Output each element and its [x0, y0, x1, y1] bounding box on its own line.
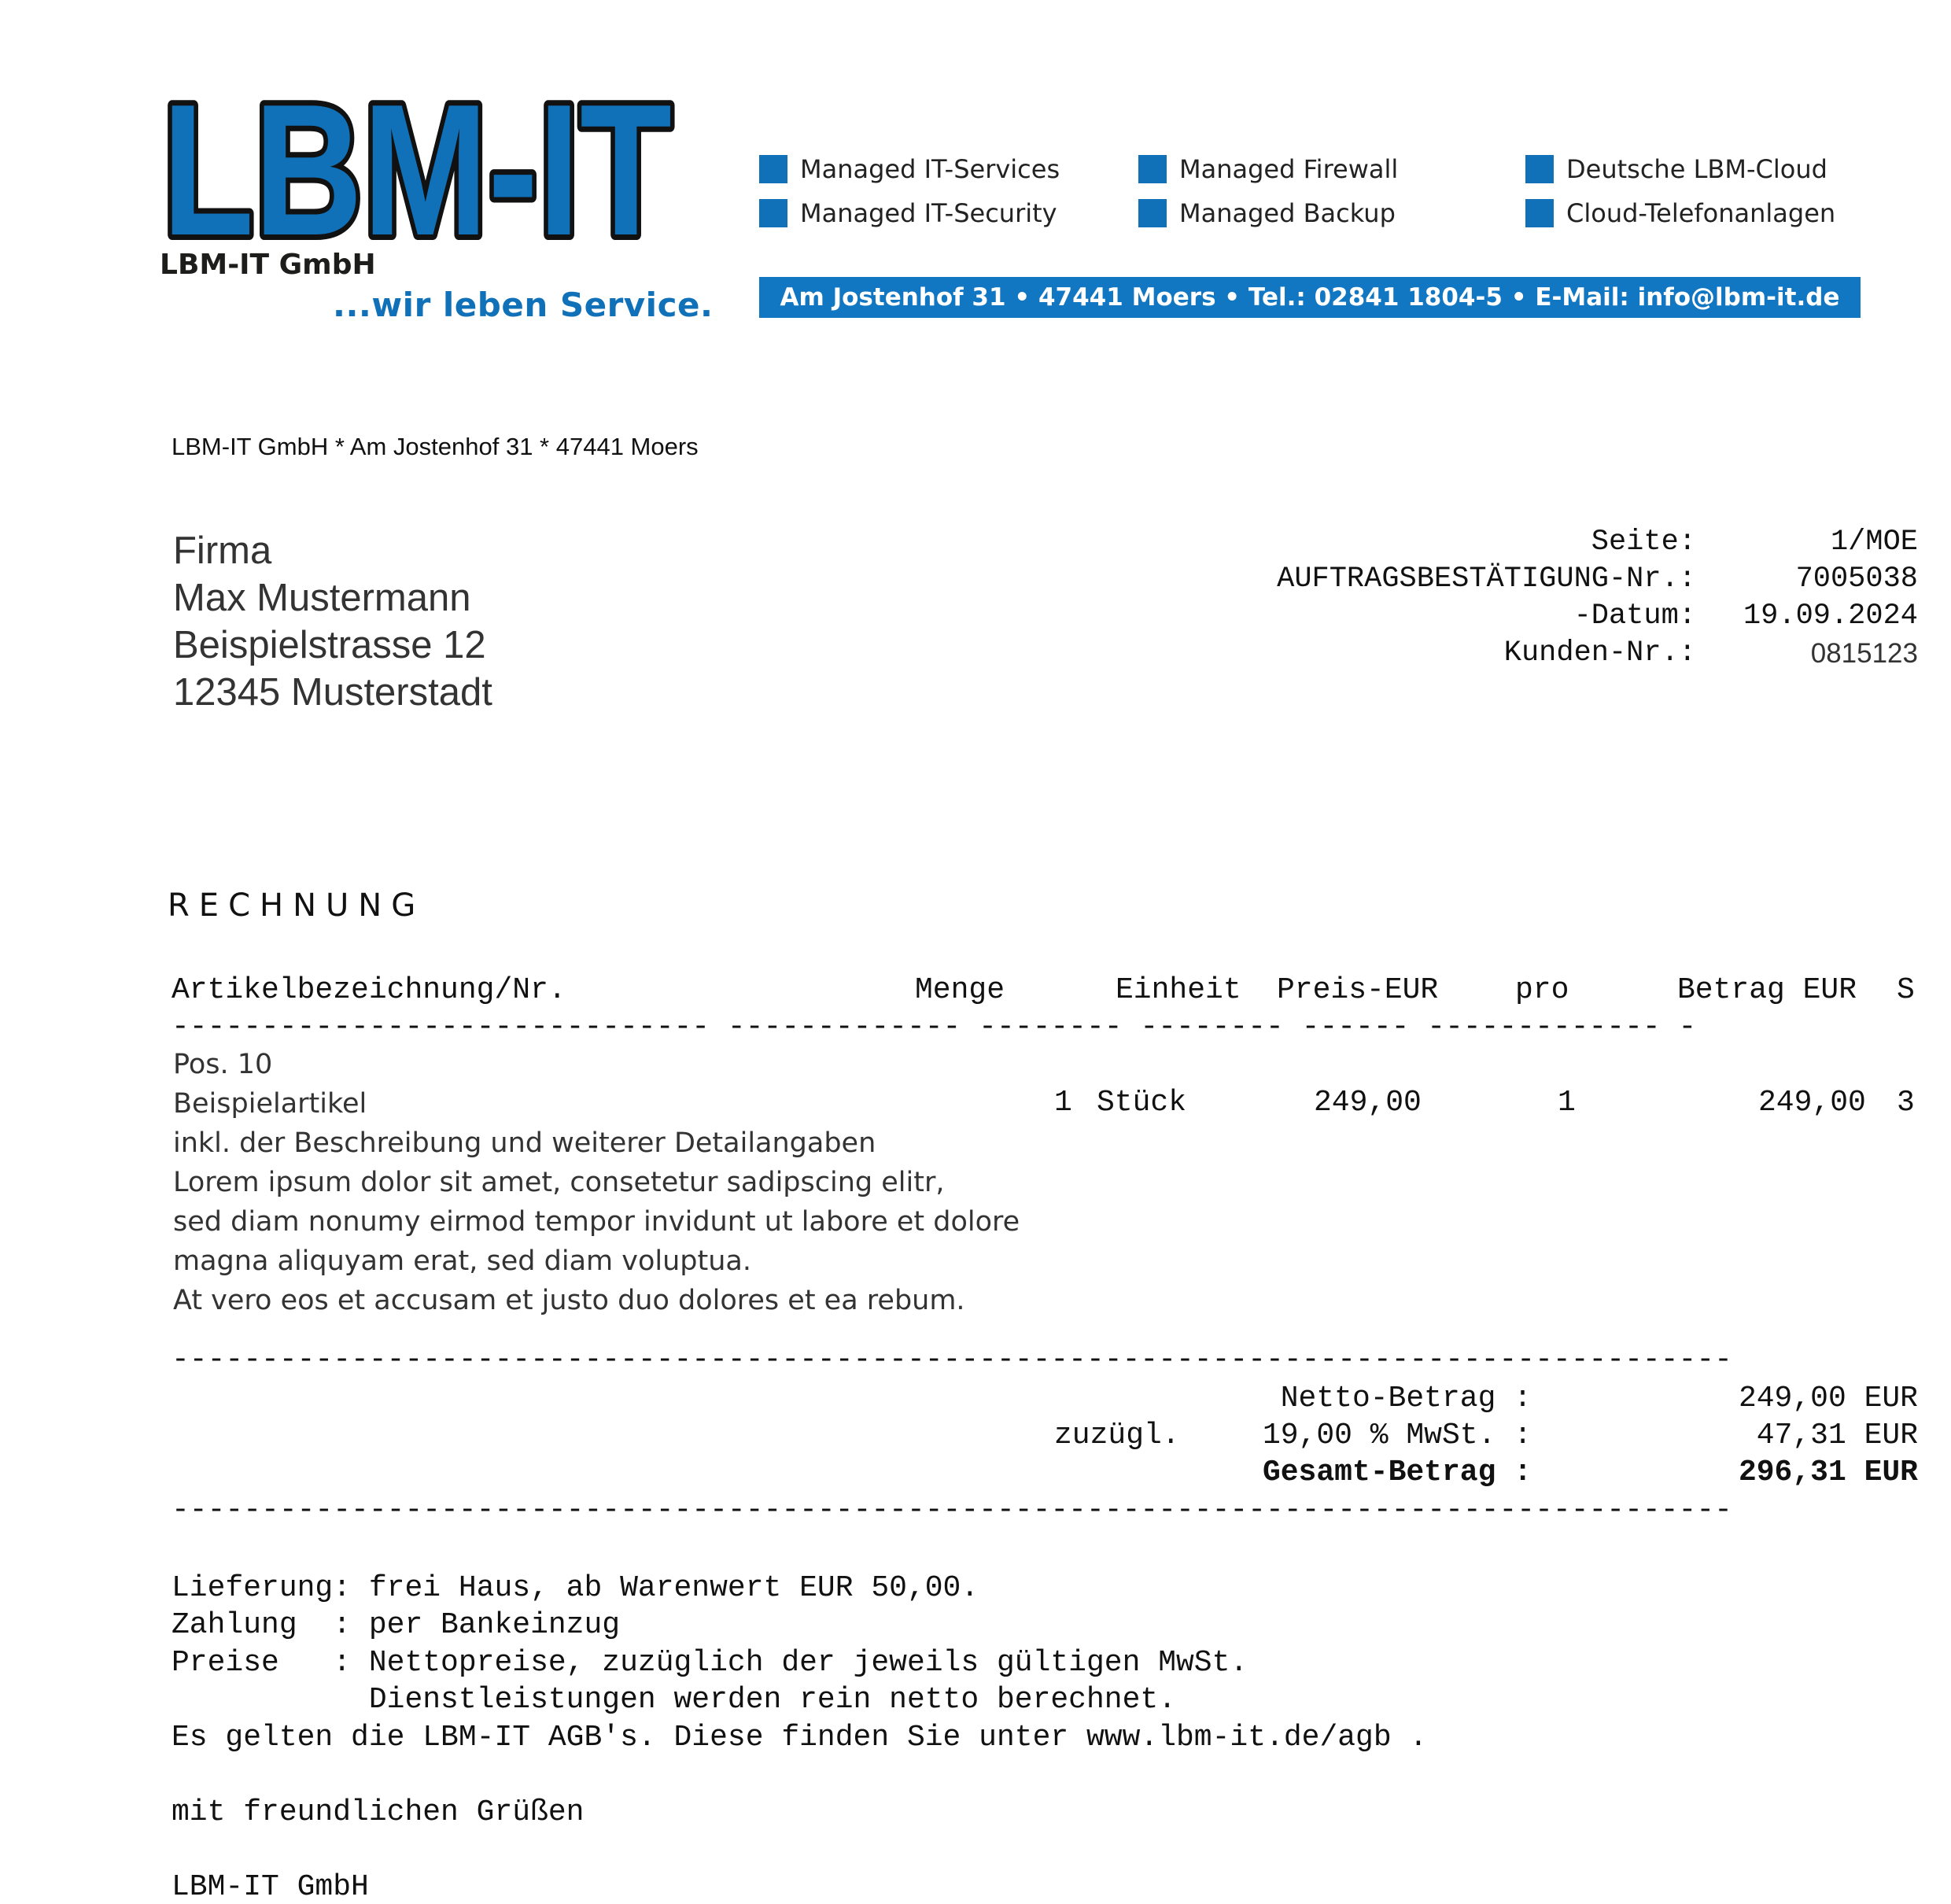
- item-position: Pos. 10: [173, 1049, 273, 1080]
- square-bullet-icon: [1138, 155, 1167, 183]
- item-per: 1: [1558, 1086, 1576, 1120]
- column-header-quantity: Menge: [915, 973, 1005, 1007]
- date-label: -Datum:: [1573, 600, 1696, 633]
- square-bullet-icon: [1525, 199, 1554, 227]
- totals-bottom-divider: ---------------------------------------------------------------------------------------: [171, 1493, 1732, 1527]
- customer-number-label: Kunden-Nr.:: [1503, 637, 1696, 670]
- closing-greeting: mit freundlichen Grüßen: [171, 1795, 585, 1829]
- item-description-line: inkl. der Beschreibung und weiterer Detailangaben: [173, 1127, 876, 1159]
- terms-delivery: Lieferung: frei Haus, ab Warenwert EUR 50,00.: [171, 1571, 979, 1605]
- terms-prices: Preise : Nettopreise, zuzüglich der jeweils gültigen MwSt.: [171, 1646, 1248, 1680]
- service-item: Managed IT-Security: [759, 198, 1057, 228]
- net-amount-value: 249,00 EUR: [1738, 1382, 1918, 1415]
- gross-amount-value: 296,31 EUR: [1738, 1456, 1918, 1489]
- document-title: RECHNUNG: [168, 887, 426, 924]
- slogan: ...wir leben Service.: [333, 286, 714, 324]
- recipient-street: Beispielstrasse 12: [173, 624, 486, 666]
- item-description-line: magna aliquyam erat, sed diam voluptua.: [173, 1245, 751, 1277]
- item-name: Beispielartikel: [173, 1088, 367, 1120]
- service-item: Managed Backup: [1138, 198, 1396, 228]
- item-quantity: 1: [1054, 1086, 1072, 1120]
- logo-wordmark: LBM-IT: [162, 88, 672, 245]
- order-number-value: 7005038: [1795, 563, 1918, 596]
- gross-amount-label: Gesamt-Betrag :: [1262, 1456, 1532, 1489]
- square-bullet-icon: [1138, 199, 1167, 227]
- service-item: Managed Firewall: [1138, 154, 1398, 184]
- recipient-name: Max Mustermann: [173, 577, 471, 619]
- column-header-article: Artikelbezeichnung/Nr.: [171, 973, 566, 1007]
- company-logo: [157, 88, 677, 245]
- page-label: Seite:: [1591, 526, 1696, 559]
- column-header-amount: Betrag EUR: [1677, 973, 1857, 1007]
- date-value: 19.09.2024: [1743, 600, 1918, 633]
- contact-bar: Am Jostenhof 31 • 47441 Moers • Tel.: 02841 1804-5 • E-Mail: info@lbm-it.de: [759, 277, 1861, 318]
- logo-company-name: LBM-IT GmbH: [160, 249, 376, 281]
- column-header-tax: S: [1897, 973, 1915, 1007]
- vat-value: 47,31 EUR: [1756, 1419, 1918, 1452]
- item-unit: Stück: [1097, 1086, 1187, 1120]
- terms-agb: Es gelten die LBM-IT AGB's. Diese finden Sie unter www.lbm-it.de/agb .: [171, 1721, 1428, 1755]
- totals-top-divider: ---------------------------------------------------------------------------------------: [171, 1343, 1732, 1377]
- recipient-company: Firma: [173, 530, 272, 572]
- item-description-line: At vero eos et accusam et justo duo dolores et ea rebum.: [173, 1285, 965, 1316]
- sender-return-address: LBM-IT GmbH * Am Jostenhof 31 * 47441 Moers: [171, 433, 699, 460]
- square-bullet-icon: [759, 199, 787, 227]
- column-header-unit: Einheit: [1116, 973, 1241, 1007]
- customer-number-value: 0815123: [1810, 638, 1918, 669]
- item-amount: 249,00: [1758, 1086, 1866, 1120]
- column-header-per: pro: [1515, 973, 1569, 1007]
- service-item: Deutsche LBM-Cloud: [1525, 154, 1827, 184]
- service-item: Managed IT-Services: [759, 154, 1060, 184]
- square-bullet-icon: [1525, 155, 1554, 183]
- terms-payment: Zahlung : per Bankeinzug: [171, 1608, 621, 1642]
- item-description-line: sed diam nonumy eirmod tempor invidunt ut labore et dolore: [173, 1206, 1020, 1238]
- square-bullet-icon: [759, 155, 787, 183]
- column-header-price: Preis-EUR: [1277, 973, 1439, 1007]
- vat-label: 19,00 % MwSt. :: [1262, 1419, 1532, 1452]
- service-item: Cloud-Telefonanlagen: [1525, 198, 1835, 228]
- item-tax-code: 3: [1897, 1086, 1915, 1120]
- net-amount-label: Netto-Betrag :: [1280, 1382, 1532, 1415]
- vat-prefix: zuzügl.: [1054, 1419, 1180, 1452]
- item-description-line: Lorem ipsum dolor sit amet, consetetur sadipscing elitr,: [173, 1167, 945, 1198]
- signature: LBM-IT GmbH: [171, 1870, 369, 1904]
- terms-prices-continued: Dienstleistungen werden rein netto berechnet.: [171, 1683, 1177, 1717]
- item-price: 249,00: [1314, 1086, 1422, 1120]
- recipient-city: 12345 Musterstadt: [173, 671, 492, 714]
- order-number-label: AUFTRAGSBESTÄTIGUNG-Nr.:: [1277, 563, 1696, 596]
- page-value: 1/MOE: [1830, 526, 1918, 559]
- header-divider: ------------------------------ ------------- -------- -------- ------ ------------- -: [171, 1010, 1697, 1044]
